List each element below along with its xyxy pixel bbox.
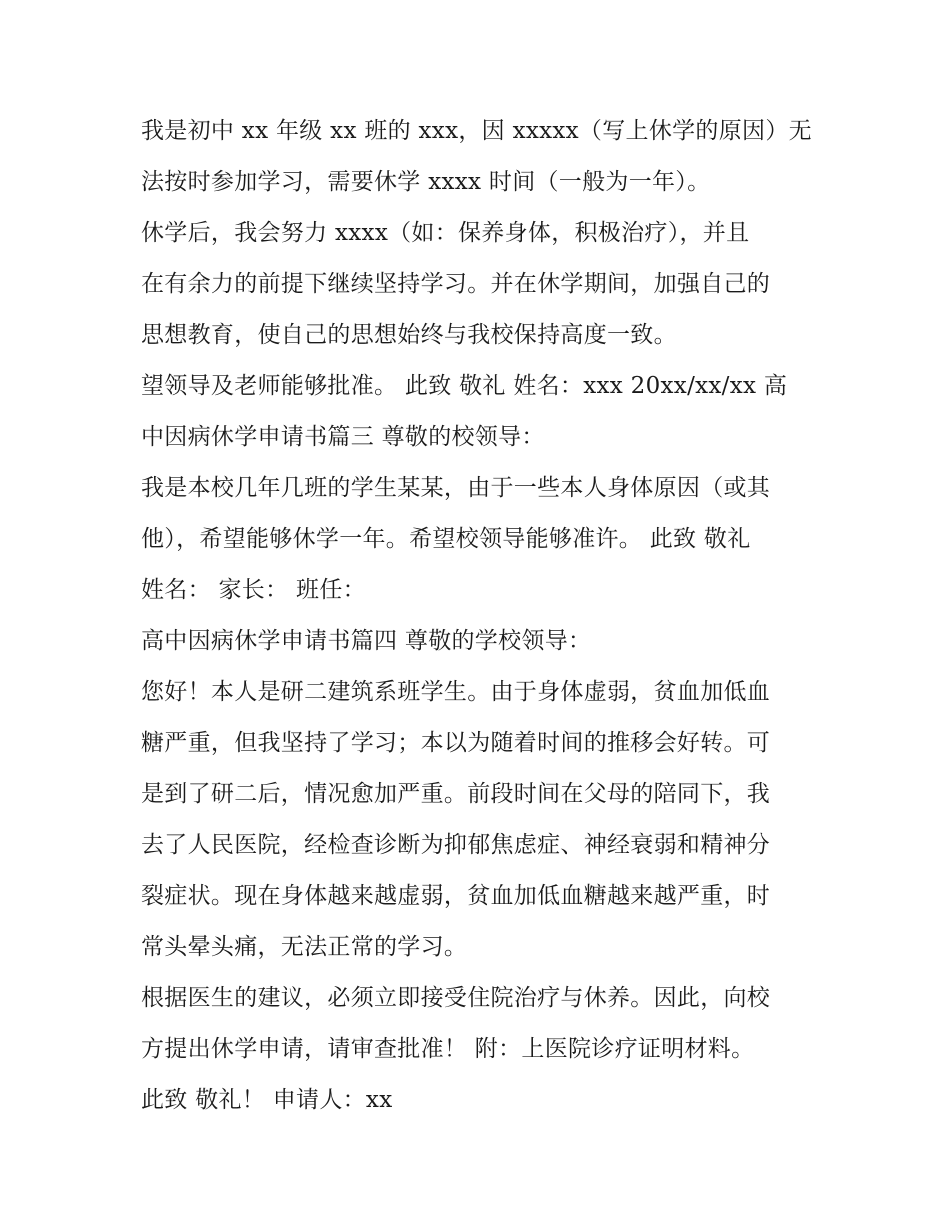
text-line: 方提出休学申请，请审查批准！ 附：上医院诊疗证明材料。 bbox=[141, 1036, 755, 1062]
text-line: 望领导及老师能够批准。 此致 敬礼 姓名：xxx 20xx/xx/xx 高 bbox=[141, 373, 788, 399]
text-line: 在有余力的前提下继续坚持学习。并在休学期间，加强自己的 bbox=[141, 271, 771, 297]
text-line: 您好！本人是研二建筑系班学生。由于身体虚弱，贫血加低血 bbox=[141, 679, 771, 705]
text-line: 姓名： 家长： 班任： bbox=[141, 577, 366, 603]
text-line: 我是初中 xx 年级 xx 班的 xxx，因 xxxxx（写上休学的原因）无 bbox=[141, 118, 812, 144]
text-line: 根据医生的建议，必须立即接受住院治疗与休养。因此，向校 bbox=[141, 985, 771, 1011]
text-line: 裂症状。现在身体越来越虚弱，贫血加低血糖越来越严重，时 bbox=[141, 883, 771, 909]
text-line: 糖严重，但我坚持了学习；本以为随着时间的推移会好转。可 bbox=[141, 730, 771, 756]
text-line: 去了人民医院，经检查诊断为抑郁焦虑症、神经衰弱和精神分 bbox=[141, 832, 771, 858]
text-line: 中因病休学申请书篇三 尊敬的校领导： bbox=[141, 424, 545, 450]
text-line: 高中因病休学申请书篇四 尊敬的学校领导： bbox=[141, 628, 592, 654]
text-line: 法按时参加学习，需要休学 xxxx 时间（一般为一年）。 bbox=[141, 169, 711, 195]
text-line: 是到了研二后，情况愈加严重。前段时间在父母的陪同下，我 bbox=[141, 781, 771, 807]
text-line: 休学后，我会努力 xxxx（如：保养身体，积极治疗），并且 bbox=[141, 220, 750, 246]
text-line: 此致 敬礼！ 申请人：xx bbox=[141, 1087, 393, 1113]
text-line: 思想教育，使自己的思想始终与我校保持高度一致。 bbox=[141, 322, 677, 348]
document-body bbox=[141, 106, 821, 1126]
text-line: 他），希望能够休学一年。希望校领导能够准许。 此致 敬礼 bbox=[141, 526, 751, 552]
text-line: 我是本校几年几班的学生某某，由于一些本人身体原因（或其 bbox=[141, 475, 771, 501]
text-line: 常头晕头痛，无法正常的学习。 bbox=[141, 934, 468, 960]
